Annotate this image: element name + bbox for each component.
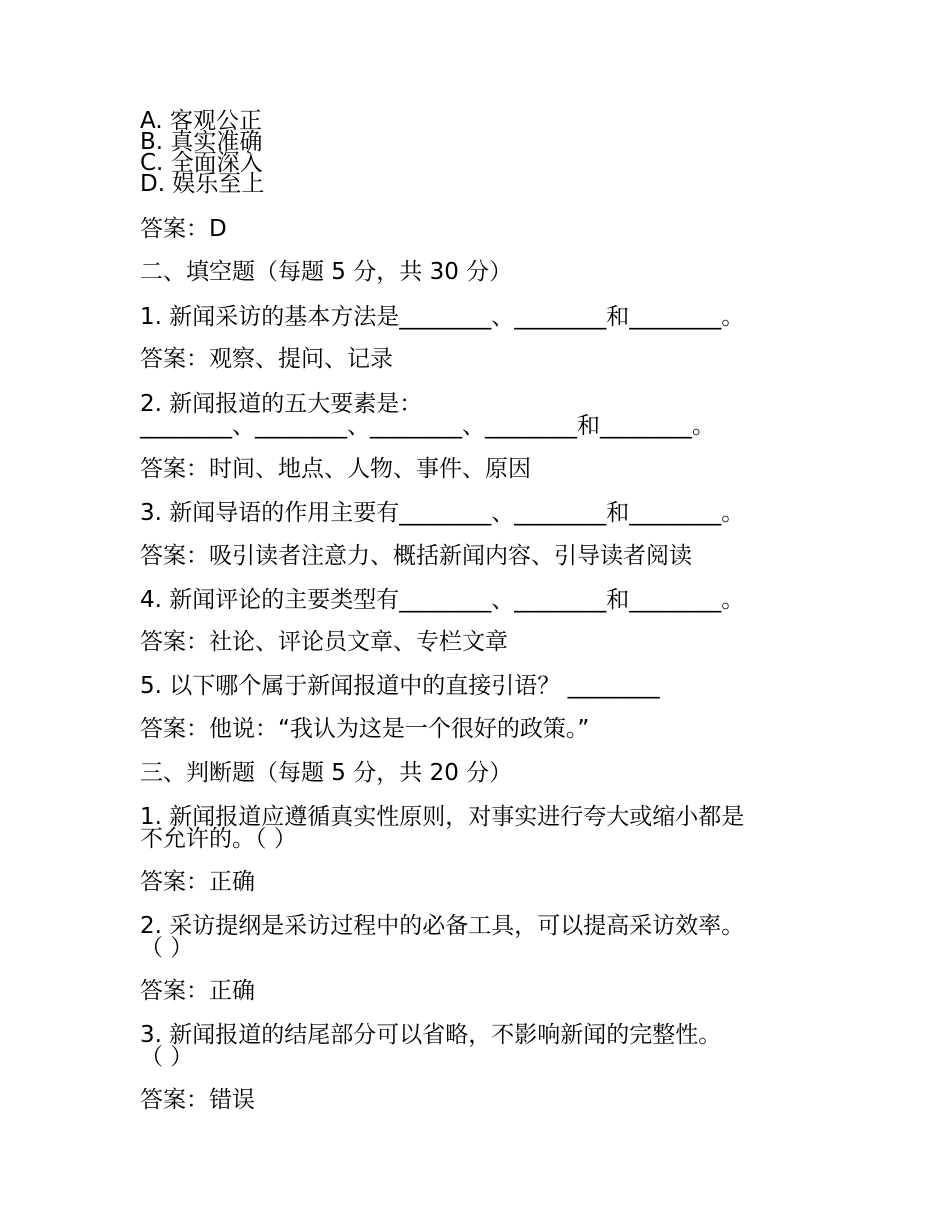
question-tf-3-line1: 3. 新闻报道的结尾部分可以省略，不影响新闻的完整性。 [140, 1022, 722, 1048]
section-title-fill-blank: 二、填空题（每题 5 分，共 30 分） [140, 259, 513, 285]
option-c: C. 全面深入 [140, 150, 263, 176]
option-a: A. 客观公正 [140, 108, 262, 134]
question-fill-5: 5. 以下哪个属于新闻报道中的直接引语？ ________ [140, 673, 660, 699]
question-tf-3-line2: （ ） [140, 1044, 194, 1070]
question-fill-4: 4. 新闻评论的主要类型有________、________和________。 [140, 587, 745, 613]
option-b: B. 真实准确 [140, 129, 263, 155]
question-fill-2-line1: 2. 新闻报道的五大要素是： [140, 391, 423, 417]
answer-multiple-choice: 答案：D [140, 216, 227, 242]
question-tf-1-line2: 不允许的。（ ） [140, 826, 297, 852]
question-fill-3: 3. 新闻导语的作用主要有________、________和________。 [140, 500, 745, 526]
question-fill-1: 1. 新闻采访的基本方法是________、________和________。 [140, 304, 745, 330]
option-d: D. 娱乐至上 [140, 171, 265, 197]
answer-tf-2: 答案：正确 [140, 978, 255, 1004]
question-fill-2-line2: ________、________、________、________和________。 [140, 413, 715, 439]
answer-fill-3: 答案：吸引读者注意力、概括新闻内容、引导读者阅读 [140, 543, 692, 569]
answer-tf-1: 答案：正确 [140, 869, 255, 895]
answer-fill-5: 答案：他说：“我认为这是一个很好的政策。” [140, 716, 590, 742]
answer-fill-1: 答案：观察、提问、记录 [140, 346, 393, 372]
answer-tf-3: 答案：错误 [140, 1087, 255, 1113]
answer-fill-4: 答案：社论、评论员文章、专栏文章 [140, 629, 508, 655]
question-tf-2-line2: （ ） [140, 935, 194, 961]
answer-fill-2: 答案：时间、地点、人物、事件、原因 [140, 456, 531, 482]
section-title-true-false: 三、判断题（每题 5 分，共 20 分） [140, 760, 513, 786]
question-tf-2-line1: 2. 采访提纲是采访过程中的必备工具，可以提高采访效率。 [140, 913, 745, 939]
question-tf-1-line1: 1. 新闻报道应遵循真实性原则，对事实进行夸大或缩小都是 [140, 804, 745, 830]
